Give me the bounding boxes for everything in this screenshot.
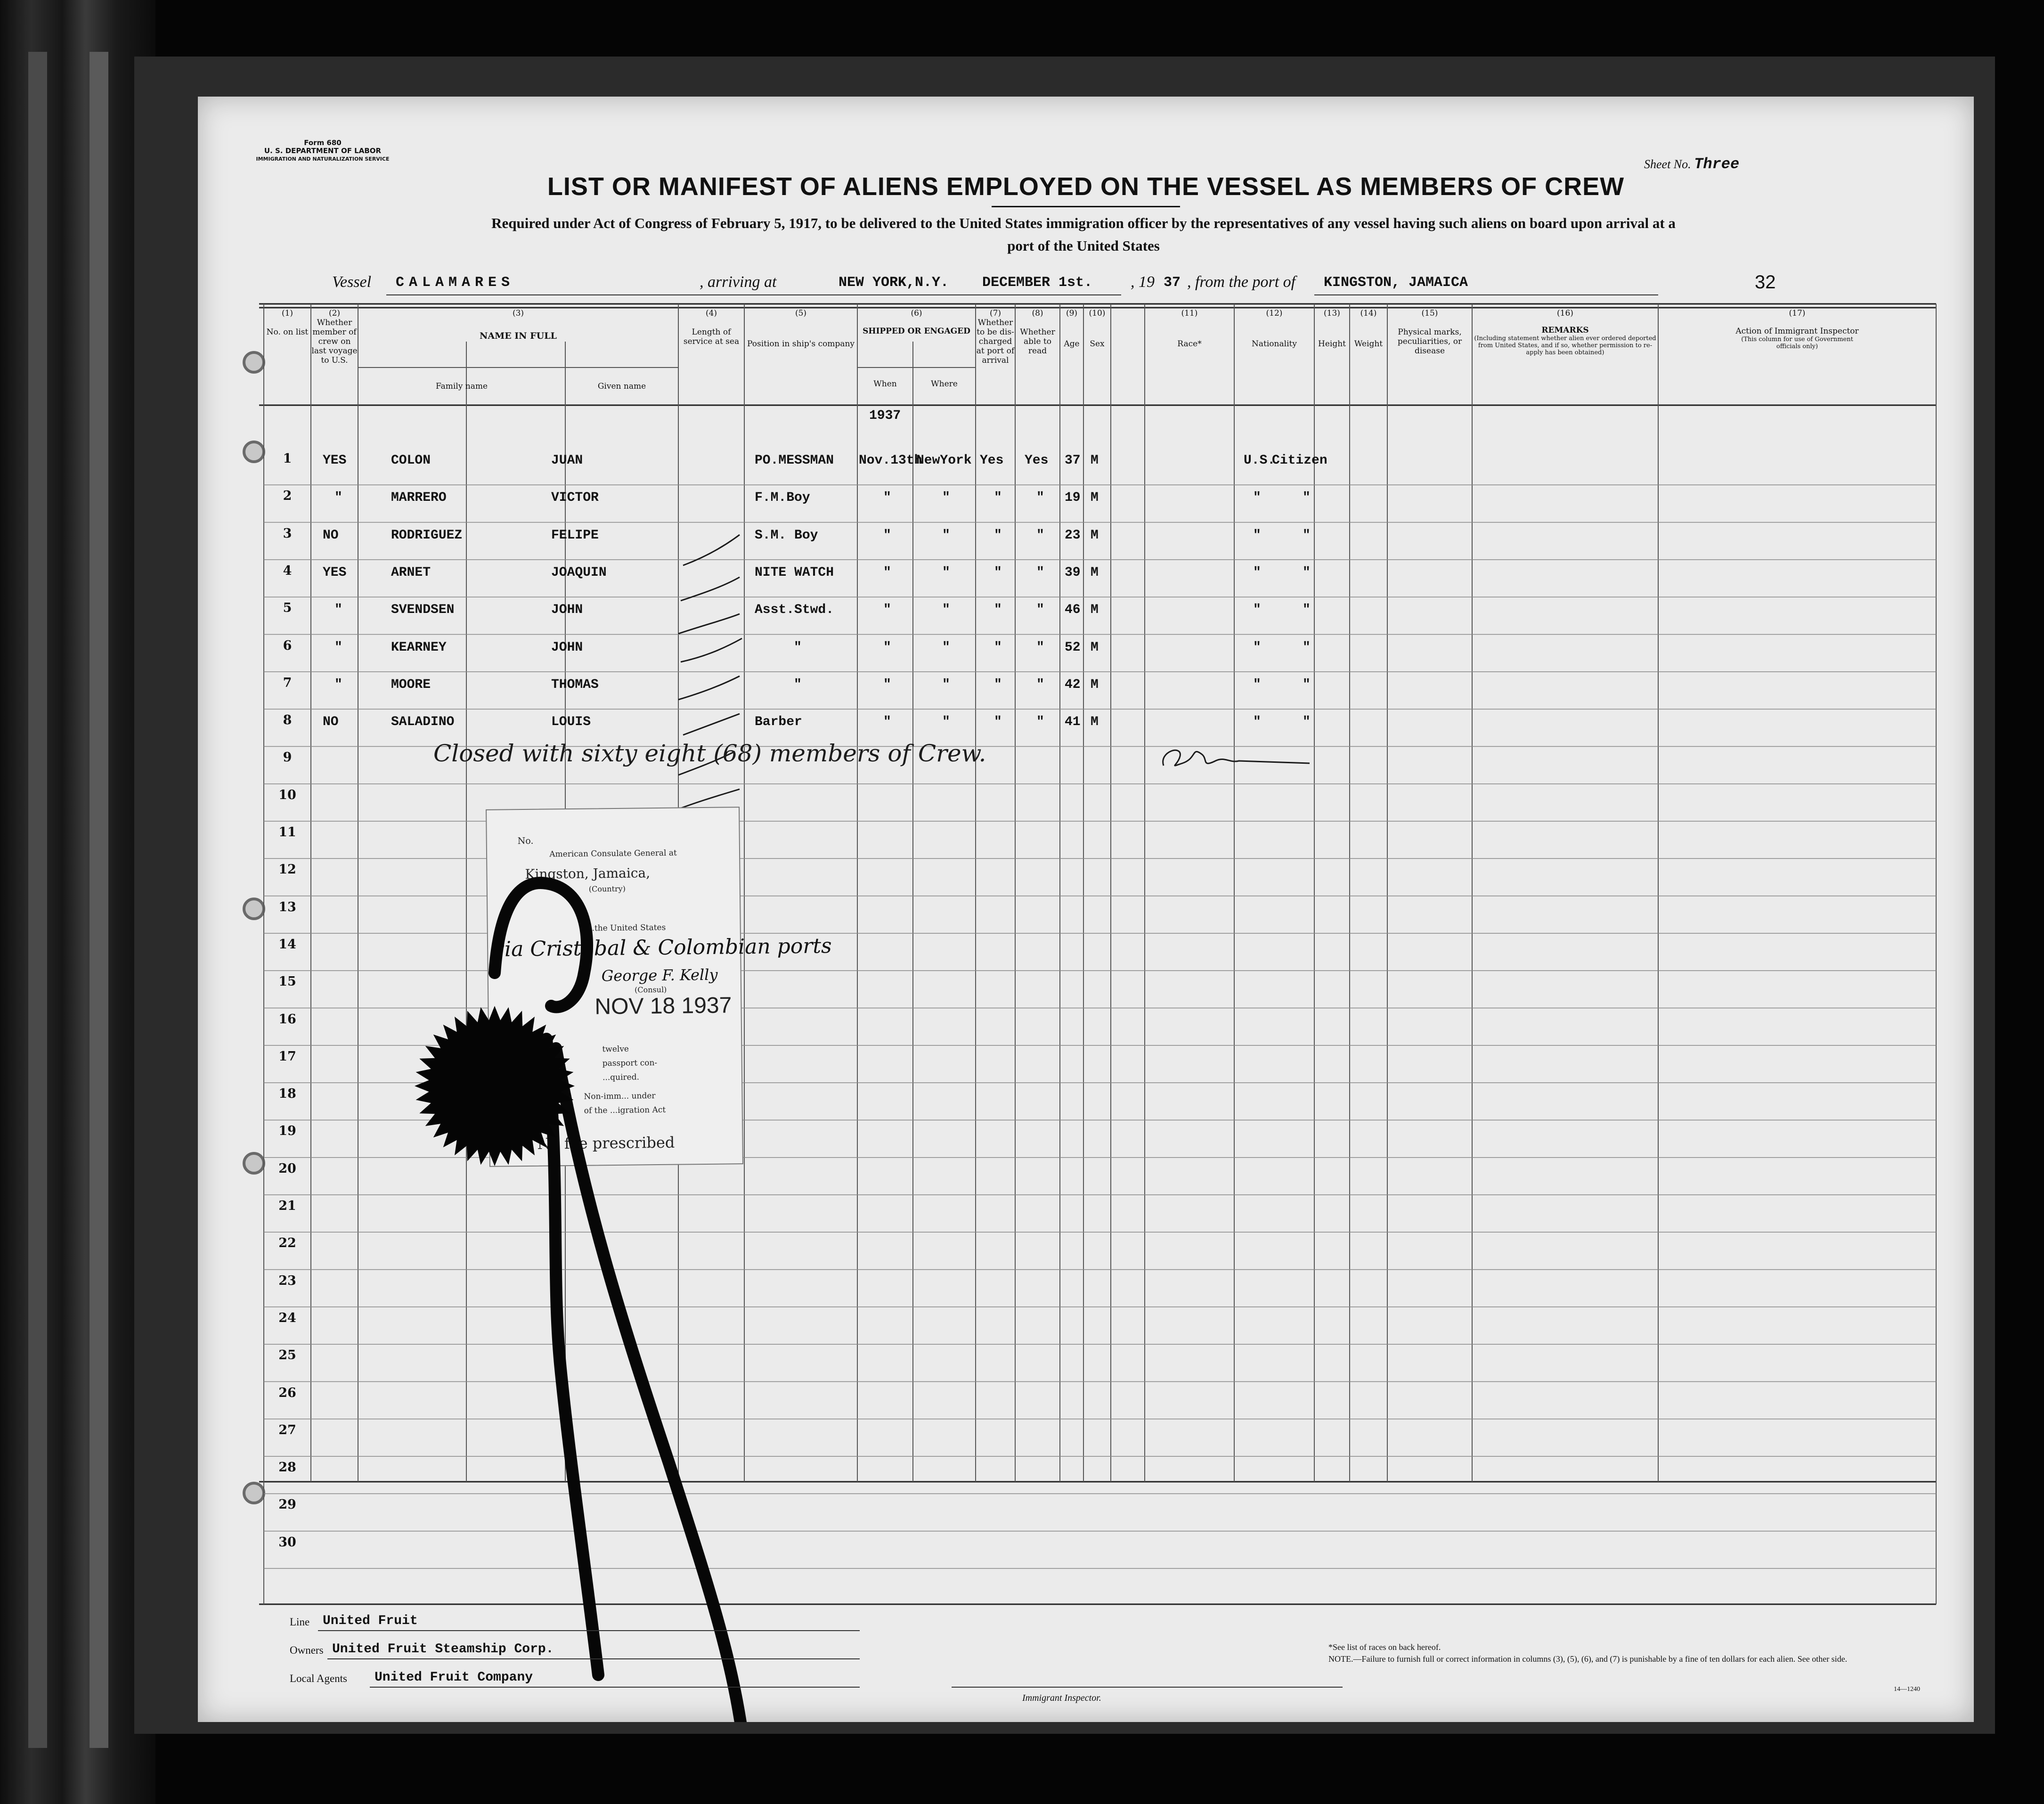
inspector-initials-signature (1154, 742, 1314, 775)
col-14-label: Weight (1354, 339, 1383, 349)
fine-note: NOTE.—Failure to furnish full or correct information in columns (3), (5), (6), and (7) is punishable by a fine of ten dollars for each alien. See other side. (1328, 1654, 1848, 1664)
cell-prior: NO (323, 528, 339, 543)
row-number: 23 (278, 1273, 296, 1288)
col-2-number: (2) (328, 309, 341, 318)
subtitle-line-1: Required under Act of Congress of February 5, 1917, to be delivered to the United States immigration officer by the representatives of any vessel having such aliens on board upon arrival at a (491, 215, 1676, 231)
row-number: 8 (283, 713, 292, 728)
row-number: 14 (278, 937, 296, 952)
stamp-date: NOV 18 1937 (594, 993, 732, 1020)
owners-underline (327, 1658, 860, 1659)
agents-underline (370, 1687, 860, 1688)
inspector-label: Immigrant Inspector. (1022, 1693, 1101, 1703)
col-10-header (1083, 309, 1111, 349)
cell-read: " (1036, 640, 1044, 655)
cell-position: NITE WATCH (755, 565, 834, 580)
row-number: 6 (283, 638, 292, 653)
cell-nationality: " (1303, 528, 1311, 543)
cell-family: KEARNEY (391, 640, 447, 655)
cell-age: 39 (1065, 565, 1081, 580)
cell-read: Yes (1025, 453, 1049, 468)
stamp-fragment: passport con- (602, 1058, 658, 1069)
cell-when: Nov.13th (859, 453, 922, 468)
stamp-fragment: twelve (602, 1044, 629, 1054)
cell-prior: " (334, 640, 342, 655)
col-16-number: (16) (1557, 309, 1573, 318)
col-13-number: (13) (1324, 309, 1340, 318)
col-7-label: Whether to be dis-charged at port of arrival (976, 318, 1015, 365)
stamp-consul-label: (Consul) (634, 985, 667, 995)
row-number: 10 (278, 787, 296, 802)
col-3-label: NAME IN FULL (480, 331, 557, 341)
col-1-number: (1) (281, 309, 293, 318)
cell-race: " (1253, 490, 1261, 506)
col-15-header (1387, 309, 1472, 356)
row-number: 20 (278, 1161, 296, 1176)
cell-where: " (942, 603, 950, 618)
cell-nationality: " (1303, 490, 1311, 506)
cell-where: " (942, 490, 950, 506)
cell-position: Asst.Stwd. (755, 603, 834, 618)
cell-race: " (1253, 677, 1261, 692)
stamp-country-label: (Country) (588, 884, 626, 894)
wax-seal-and-ribbon (405, 850, 829, 1722)
col-2-header (311, 309, 358, 365)
col-1-label: No. on list (266, 327, 309, 337)
col-10-number: (10) (1089, 309, 1106, 318)
cell-discharged: " (994, 603, 1002, 618)
cell-sex: M (1091, 640, 1099, 655)
row-number: 22 (278, 1236, 296, 1251)
sheet-label: Sheet No. (1644, 157, 1691, 171)
cell-position: Barber (755, 715, 802, 730)
row-number: 19 (278, 1124, 296, 1139)
cell-when: " (883, 603, 891, 618)
cell-age: 41 (1065, 715, 1081, 730)
cell-position: " (794, 677, 802, 692)
cell-prior: NO (323, 715, 339, 730)
cell-family: SALADINO (391, 715, 455, 730)
col-2-label: Whether member of crew on last voyage to U.S. (311, 318, 358, 365)
cell-prior: " (334, 677, 342, 692)
cell-nationality: " (1303, 565, 1311, 580)
cell-sex: M (1091, 453, 1099, 468)
col-4-header (678, 309, 744, 346)
stamp-no-label: No. (517, 835, 534, 847)
cell-family: ARNET (391, 565, 431, 580)
col-7-header (976, 309, 1015, 365)
closing-note: Closed with sixty eight (68) members of Crew. (433, 740, 986, 767)
stamp-fragment: ...quired. (602, 1072, 640, 1083)
col-5-header (744, 309, 857, 349)
cell-age: 46 (1065, 603, 1081, 618)
cell-read: " (1036, 490, 1044, 506)
cell-family: MARRERO (391, 490, 447, 506)
col-11-number: (11) (1181, 309, 1198, 318)
cell-read: " (1036, 715, 1044, 730)
department-name: U. S. DEPARTMENT OF LABOR (264, 147, 382, 155)
col-17-label: Action of Immigrant Inspector (1735, 327, 1859, 336)
col-3-number: (3) (512, 309, 524, 318)
cell-race: " (1253, 640, 1261, 655)
row-number: 4 (283, 563, 292, 578)
cell-sex: M (1091, 528, 1099, 543)
col-14-number: (14) (1360, 309, 1377, 318)
row-number: 30 (278, 1535, 296, 1550)
col-16-header (1472, 309, 1658, 356)
row-number: 12 (278, 862, 296, 877)
col-13-header (1314, 309, 1350, 349)
row-number: 9 (283, 750, 292, 765)
stamp-us-line: ...the United States (586, 922, 666, 933)
cell-read: " (1036, 677, 1044, 692)
from-port-label: , from the port of (1187, 273, 1296, 291)
cell-discharged: " (994, 715, 1002, 730)
family-name-header: Family name (435, 382, 488, 391)
cell-given: VICTOR (551, 490, 599, 506)
cell-nationality: " (1303, 715, 1311, 730)
cell-discharged: " (994, 490, 1002, 506)
cell-prior: YES (323, 565, 347, 580)
row-number: 28 (278, 1460, 296, 1475)
cell-nationality: " (1303, 640, 1311, 655)
col-5-label: Position in ship's company (747, 339, 855, 349)
cell-when: " (883, 677, 891, 692)
cell-sex: M (1091, 677, 1099, 692)
cell-position: F.M.Boy (755, 490, 810, 506)
row-number: 17 (278, 1049, 296, 1064)
cell-discharged: Yes (980, 453, 1004, 468)
inspector-signature-line (952, 1687, 1343, 1688)
given-name-header: Given name (597, 382, 646, 391)
col-16-note: (Including statement whether alien ever ordered deported from United States, and if so, whether permission to re-apply has been obtained) (1474, 335, 1656, 356)
cell-discharged: " (994, 565, 1002, 580)
cell-read: " (1036, 528, 1044, 543)
cell-when: " (883, 640, 891, 655)
cell-given: FELIPE (551, 528, 599, 543)
col-1-header (264, 309, 311, 337)
row-number: 25 (278, 1348, 296, 1363)
cell-age: 37 (1065, 453, 1081, 468)
cell-age: 23 (1065, 528, 1081, 543)
cell-read: " (1036, 565, 1044, 580)
cell-race: " (1253, 528, 1261, 543)
line-value: United Fruit (323, 1614, 418, 1628)
col-9-label: Age (1064, 339, 1080, 349)
cell-when: " (883, 490, 891, 506)
col-6-label: SHIPPED OR ENGAGED (863, 327, 970, 336)
page-number: 32 (1755, 272, 1776, 293)
row-number: 5 (283, 601, 292, 616)
cell-given: JOHN (551, 640, 583, 655)
cell-family: SVENDSEN (391, 603, 455, 618)
col-11-header (1145, 309, 1234, 349)
cell-race: U.S. (1244, 453, 1276, 468)
row-number: 7 (283, 675, 292, 690)
arriving-label: , arriving at (700, 273, 777, 291)
cell-given: JUAN (551, 453, 583, 468)
vessel-name: CALAMARES (396, 275, 515, 291)
line-label: Line (290, 1616, 310, 1628)
cell-when: " (883, 715, 891, 730)
col-8-label: Whether able to read (1020, 327, 1055, 356)
when-header: When (873, 379, 897, 389)
row-number: 11 (278, 825, 296, 840)
col-12-number: (12) (1266, 309, 1283, 318)
row-number: 21 (278, 1199, 296, 1213)
cell-prior: " (334, 490, 342, 506)
cell-when: " (883, 565, 891, 580)
col-10-label: Sex (1090, 339, 1105, 349)
arrival-date: DECEMBER 1st. (982, 275, 1093, 291)
year-label: , 19 (1131, 273, 1155, 291)
col-8-header (1015, 309, 1060, 356)
cell-race: " (1253, 565, 1261, 580)
binder-spine (0, 0, 155, 1804)
cell-age: 19 (1065, 490, 1081, 506)
cell-discharged: " (994, 528, 1002, 543)
row-number: 24 (278, 1310, 296, 1325)
cell-position: PO.MESSMAN (755, 453, 834, 468)
cell-family: MOORE (391, 677, 431, 692)
col-3-header (358, 309, 678, 341)
races-note: *See list of races on back hereof. (1328, 1642, 1441, 1652)
col-6-number: (6) (911, 309, 922, 318)
cell-read: " (1036, 603, 1044, 618)
cell-given: LOUIS (551, 715, 591, 730)
cell-sex: M (1091, 490, 1099, 506)
cell-where: " (942, 640, 950, 655)
col-13-label: Height (1318, 339, 1346, 349)
stamp-handwritten-route: via Cristobal & Colombian ports (492, 934, 832, 962)
col-12-label: Nationality (1252, 339, 1297, 349)
where-header: Where (931, 379, 958, 389)
cell-sex: M (1091, 565, 1099, 580)
row-number: 13 (278, 899, 296, 914)
row-number: 29 (278, 1497, 296, 1512)
binder-strip (90, 52, 108, 1748)
col-15-number: (15) (1421, 309, 1438, 318)
stamp-consulate: American Consulate General at (549, 848, 677, 859)
line-underline (318, 1630, 860, 1631)
cell-family: RODRIGUEZ (391, 528, 463, 543)
cell-race: " (1253, 603, 1261, 618)
row-number: 26 (278, 1385, 296, 1400)
local-agents-value: United Fruit Company (375, 1670, 533, 1685)
cell-prior: YES (323, 453, 347, 468)
col-16-label: REMARKS (1541, 326, 1589, 335)
manifest-sheet (198, 97, 1974, 1722)
cell-nationality: " (1303, 603, 1311, 618)
col-9-header (1060, 309, 1083, 349)
col-8-number: (8) (1032, 309, 1043, 318)
col-4-number: (4) (705, 309, 717, 318)
cell-when: " (883, 528, 891, 543)
cell-where: " (942, 715, 950, 730)
cell-position: S.M. Boy (755, 528, 818, 543)
cell-prior: " (334, 603, 342, 618)
col-5-number: (5) (795, 309, 807, 318)
cell-nationality: Citizen (1272, 453, 1327, 468)
voyage-year: 37 (1164, 275, 1181, 291)
consul-signature: George F. Kelly (601, 965, 718, 985)
col-17-note: (This column for use of Government officials only) (1741, 336, 1853, 350)
col-12-header (1234, 309, 1314, 349)
stamp-fragment: of the ...igration Act (584, 1105, 666, 1116)
sheet-value: Three (1694, 155, 1740, 173)
cell-given: THOMAS (551, 677, 599, 692)
cell-sex: M (1091, 603, 1099, 618)
col-7-number: (7) (989, 309, 1002, 318)
cell-where: " (942, 677, 950, 692)
service-name: IMMIGRATION AND NATURALIZATION SERVICE (256, 156, 390, 162)
stamp-fragment: Non-imm... under (584, 1091, 656, 1102)
binder-strip (28, 52, 47, 1748)
cell-given: JOHN (551, 603, 583, 618)
cell-where: NewYork (916, 453, 972, 468)
page-title: LIST OR MANIFEST OF ALIENS EMPLOYED ON THE VESSEL AS MEMBERS OF CREW (547, 172, 1625, 201)
col-9-number: (9) (1066, 309, 1078, 318)
row-number: 27 (278, 1422, 296, 1437)
print-code: 14—1240 (1894, 1686, 1920, 1693)
local-agents-label: Local Agents (290, 1673, 347, 1684)
row-number: 18 (278, 1086, 296, 1102)
owners-value: United Fruit Steamship Corp. (332, 1642, 554, 1657)
row-number: 3 (283, 526, 292, 541)
arrival-port: NEW YORK,N.Y. (839, 275, 949, 291)
col-11-label: Race* (1177, 339, 1202, 349)
shipped-year: 1937 (869, 408, 901, 423)
stamp-city: Kingston, Jamaica, (525, 865, 651, 882)
cell-given: JOAQUIN (551, 565, 607, 580)
cell-discharged: " (994, 677, 1002, 692)
owners-label: Owners (290, 1644, 324, 1656)
cell-where: " (942, 565, 950, 580)
col-17-header (1658, 309, 1936, 350)
col-15-label: Physical marks, peculiarities, or disease (1397, 327, 1462, 356)
cell-age: 52 (1065, 640, 1081, 655)
row-number: 1 (283, 451, 292, 466)
cell-sex: M (1091, 715, 1099, 730)
cell-where: " (942, 528, 950, 543)
subtitle-line-2: port of the United States (1007, 237, 1160, 254)
col-17-number: (17) (1789, 309, 1806, 318)
cell-family: COLON (391, 453, 431, 468)
form-number: Form 680 (304, 139, 342, 147)
stamp-fee: No fee prescribed (537, 1133, 675, 1153)
cell-age: 42 (1065, 677, 1081, 692)
cell-nationality: " (1303, 677, 1311, 692)
vessel-label: Vessel (332, 273, 372, 291)
cell-discharged: " (994, 640, 1002, 655)
row-number: 2 (283, 489, 292, 504)
row-number: 16 (278, 1012, 296, 1027)
col-6-header (857, 309, 976, 336)
row-number: 15 (278, 974, 296, 989)
cell-position: " (794, 640, 802, 655)
col-14-header (1350, 309, 1387, 349)
departure-port: KINGSTON, JAMAICA (1324, 275, 1468, 291)
cell-race: " (1253, 715, 1261, 730)
length-of-service-strokes (678, 506, 744, 836)
col-4-label: Length of service at sea (683, 327, 740, 346)
